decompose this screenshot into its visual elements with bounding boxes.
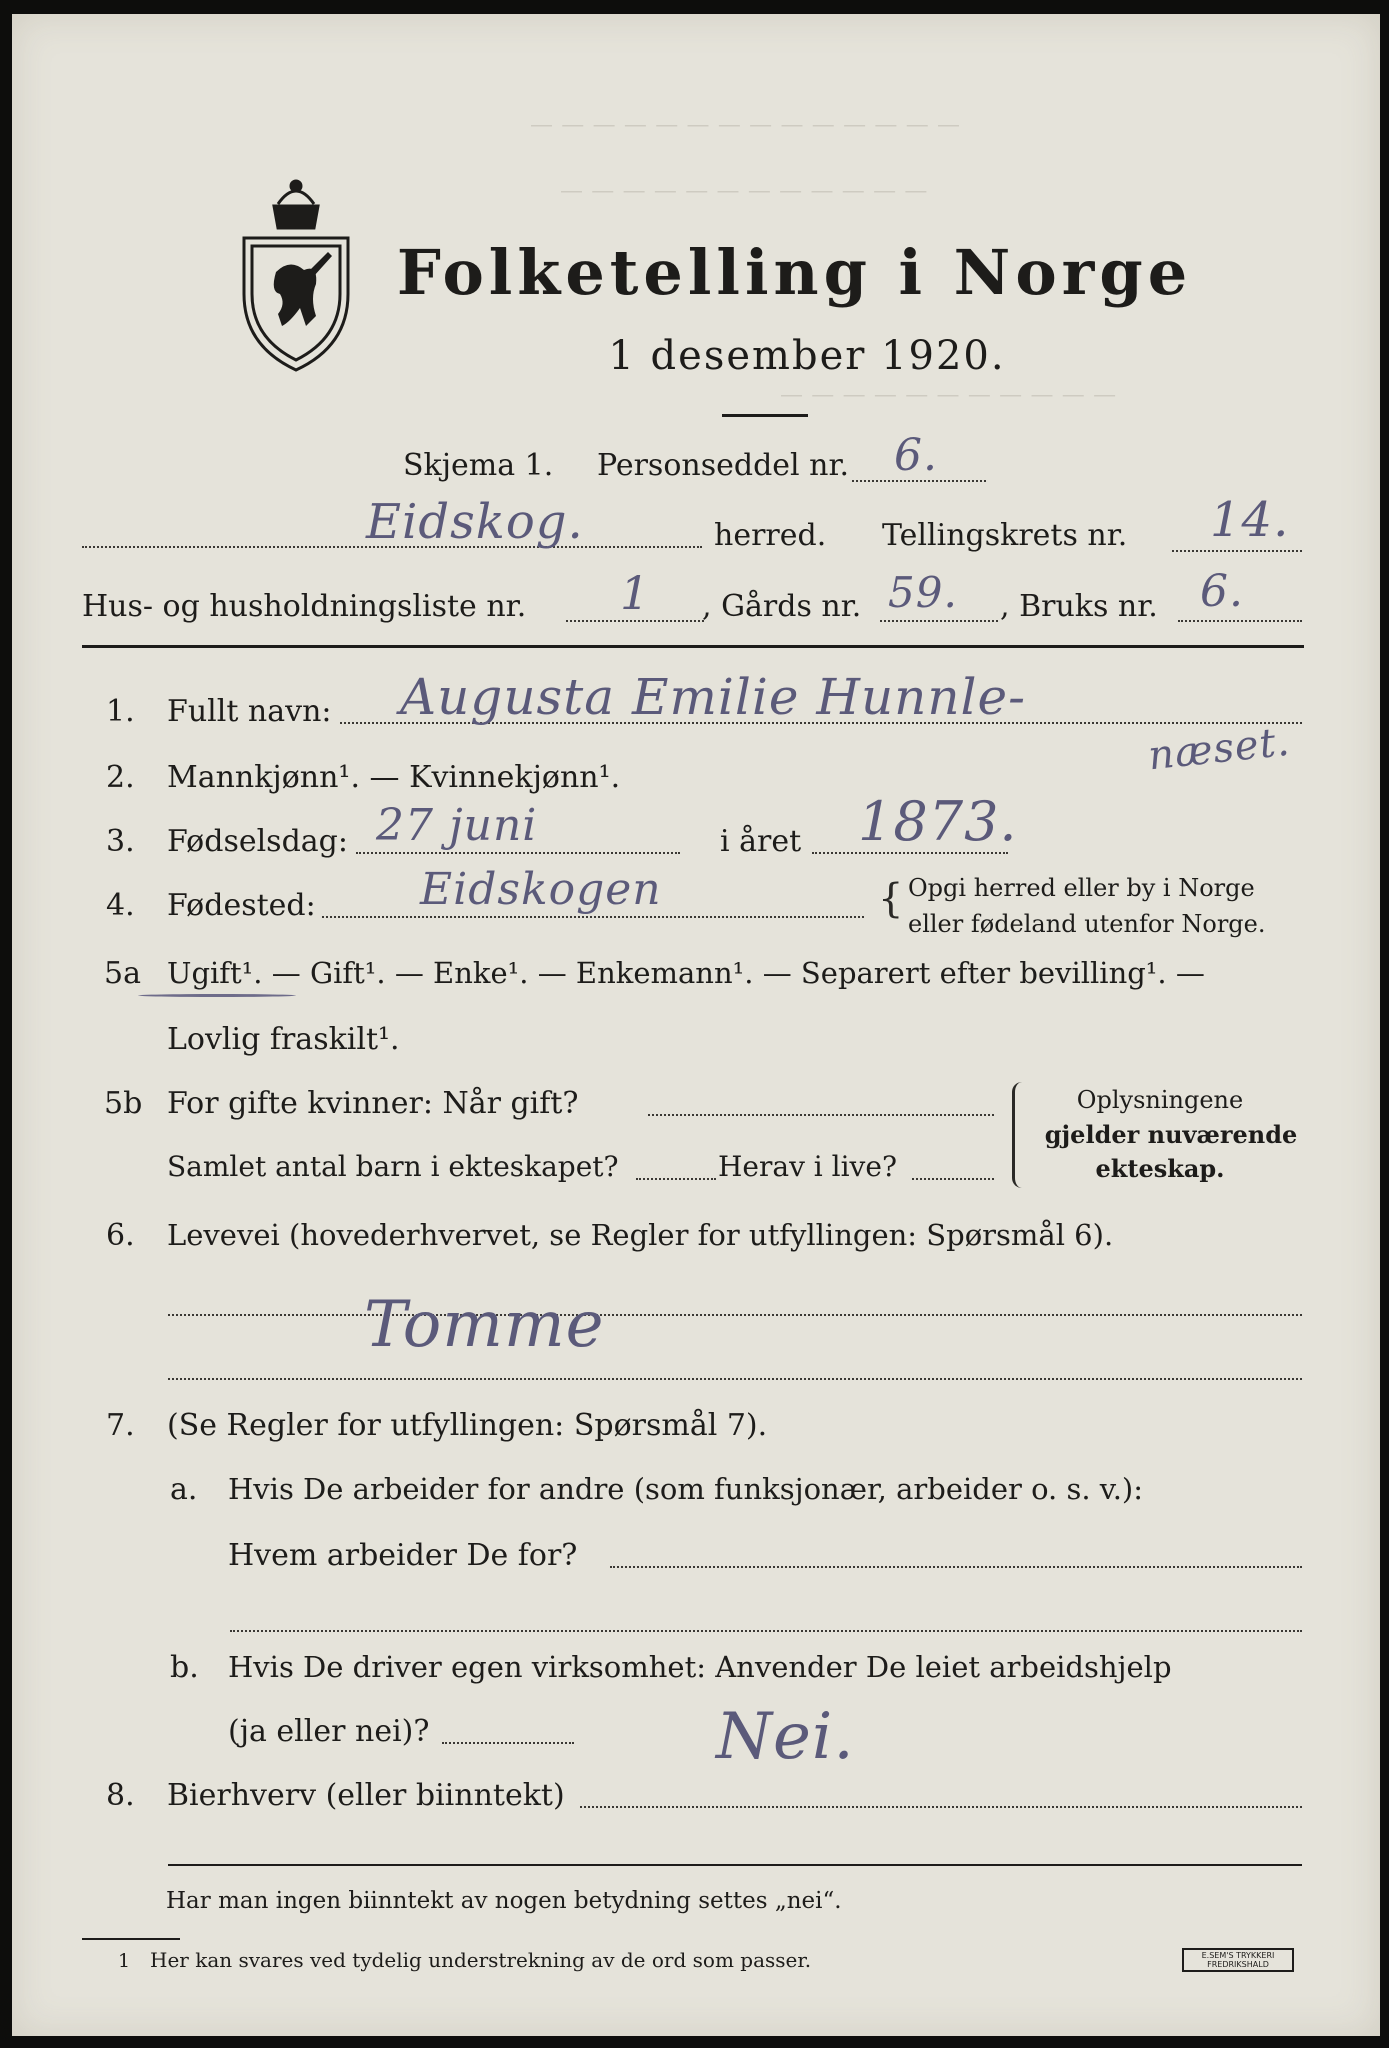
- q4-note-line1: Opgi herred eller by i Norge: [908, 874, 1255, 902]
- q5b-dotted-line: [648, 1114, 994, 1116]
- husliste-label: Hus- og husholdningsliste nr.: [82, 589, 527, 624]
- q5b-alive-dotted-line: [912, 1178, 994, 1180]
- q8-side-income[interactable]: Nei.: [716, 1700, 855, 1774]
- q7b-label: Hvis De driver egen virksomhet: Anvender De leiet arbeidshjelp: [228, 1650, 1172, 1684]
- personseddel-label: Personseddel nr.: [597, 448, 850, 483]
- q5b-label: For gifte kvinner: Når gift?: [167, 1086, 579, 1121]
- q3-label: Fødselsdag:: [167, 824, 348, 859]
- q6-dotted-line-1: [168, 1314, 1302, 1316]
- bleed-through-text: — — — — — — — — — — —: [780, 382, 1117, 408]
- bruks-label: , Bruks nr.: [1000, 589, 1158, 624]
- q6-number: 6.: [106, 1218, 135, 1253]
- census-date: 1 desember 1920.: [608, 333, 1006, 379]
- q5b-note-bracket: [1012, 1082, 1029, 1188]
- q1-full-name-continued[interactable]: næset.: [1145, 718, 1293, 780]
- q7a-dotted-line: [610, 1566, 1302, 1568]
- q3-number: 3.: [106, 824, 135, 859]
- q8-number: 8.: [106, 1778, 135, 1813]
- q5b-children-label: Samlet antal barn i ekteskapet?: [167, 1150, 619, 1183]
- tellingskrets-dotted-line: [1172, 550, 1302, 552]
- skjema-label: Skjema 1.: [403, 448, 554, 483]
- herred-label: herred.: [714, 518, 827, 553]
- q5a-marital-options-continued: Lovlig fraskilt¹.: [167, 1022, 400, 1057]
- q1-label: Fullt navn:: [167, 694, 332, 729]
- form-title: Folketelling i Norge: [396, 236, 1193, 309]
- q5b-note-line1: Oplysningene: [1076, 1086, 1244, 1114]
- q5a-number: 5a: [104, 956, 141, 991]
- q4-note-line2: eller fødeland utenfor Norge.: [908, 910, 1266, 938]
- bleed-through-text: — — — — — — — — — — — —: [560, 178, 928, 204]
- q4-label: Fødested:: [167, 888, 316, 923]
- q4-dotted-line: [322, 916, 864, 918]
- q7a-employer-label: Hvem arbeider De for?: [228, 1538, 578, 1573]
- q7b-letter: b.: [170, 1650, 199, 1685]
- gards-number[interactable]: 59.: [888, 568, 958, 617]
- bruks-number[interactable]: 6.: [1200, 566, 1244, 617]
- q1-full-name[interactable]: Augusta Emilie Hunnle-: [400, 668, 1027, 726]
- footnote-text: Her kan svares ved tydelig understrekning av de ord som passer.: [150, 1948, 812, 1972]
- q5b-children-dotted-line: [636, 1178, 716, 1180]
- q6-label: Levevei (hovederhvervet, se Regler for utfyllingen: Spørsmål 6).: [167, 1218, 1114, 1252]
- husliste-number[interactable]: 1: [620, 566, 651, 620]
- q7b-yes-no-label: (ja eller nei)?: [228, 1714, 430, 1749]
- q2-gender-options: Mannkjønn¹. — Kvinnekjønn¹.: [167, 760, 621, 795]
- footnote-separator: [82, 1938, 180, 1940]
- header-separator: [82, 645, 1304, 648]
- gards-dotted-line: [880, 620, 998, 622]
- q8-dotted-line: [580, 1806, 1302, 1808]
- bleed-through-text: — — — — — — — — — — — — — —: [530, 112, 961, 138]
- footer-note: Har man ingen biinntekt av nogen betydning settes „nei“.: [166, 1888, 842, 1914]
- q5a-marital-options: Ugift¹. — Gift¹. — Enke¹. — Enkemann¹. — Separert efter bevilling¹. —: [167, 956, 1205, 990]
- gards-label: , Gårds nr.: [702, 589, 862, 624]
- q3-birth-day[interactable]: 27 juni: [376, 800, 538, 851]
- q4-number: 4.: [106, 888, 135, 923]
- tellingskrets-number[interactable]: 14.: [1210, 492, 1290, 548]
- printer-stamp: E.SEM'S TRYKKERI FREDRIKSHALD: [1182, 1948, 1294, 1972]
- q7a-dotted-line-2: [230, 1630, 1302, 1632]
- q7-label: (Se Regler for utfyllingen: Spørsmål 7).: [167, 1408, 768, 1443]
- q8-label: Bierhverv (eller biinntekt): [167, 1778, 565, 1813]
- q2-number: 2.: [106, 760, 135, 795]
- q5a-ugift-underline: [138, 994, 296, 997]
- personseddel-number[interactable]: 6.: [894, 430, 938, 481]
- q3-year-label: i året: [720, 824, 802, 859]
- q7-number: 7.: [106, 1408, 135, 1443]
- q1-number: 1.: [106, 694, 135, 729]
- q7b-dotted-line: [442, 1742, 574, 1744]
- husliste-dotted-line: [566, 620, 704, 622]
- q5b-note-line2: gjelder nuværende: [1044, 1120, 1298, 1149]
- q6-dotted-line-2: [168, 1378, 1302, 1380]
- q7a-label: Hvis De arbeider for andre (som funksjonær, arbeider o. s. v.):: [228, 1472, 1144, 1506]
- herred-name[interactable]: Eidskog.: [366, 494, 584, 550]
- q4-note-brace: {: [878, 876, 904, 922]
- title-divider: [722, 414, 808, 417]
- q3-dotted-line: [356, 852, 680, 854]
- q6-occupation[interactable]: Tomme: [364, 1288, 605, 1362]
- q3-birth-year[interactable]: 1873.: [858, 790, 1018, 853]
- q5b-alive-label: Herav i live?: [718, 1150, 897, 1183]
- q5b-number: 5b: [104, 1086, 143, 1121]
- footnote-number: 1: [118, 1950, 131, 1972]
- q5b-note-line3: ekteskap.: [1095, 1154, 1225, 1183]
- q7a-letter: a.: [170, 1472, 198, 1507]
- footer-separator: [168, 1864, 1302, 1866]
- bruks-dotted-line: [1178, 620, 1302, 622]
- tellingskrets-label: Tellingskrets nr.: [882, 518, 1128, 553]
- q4-birth-place[interactable]: Eidskogen: [420, 864, 662, 915]
